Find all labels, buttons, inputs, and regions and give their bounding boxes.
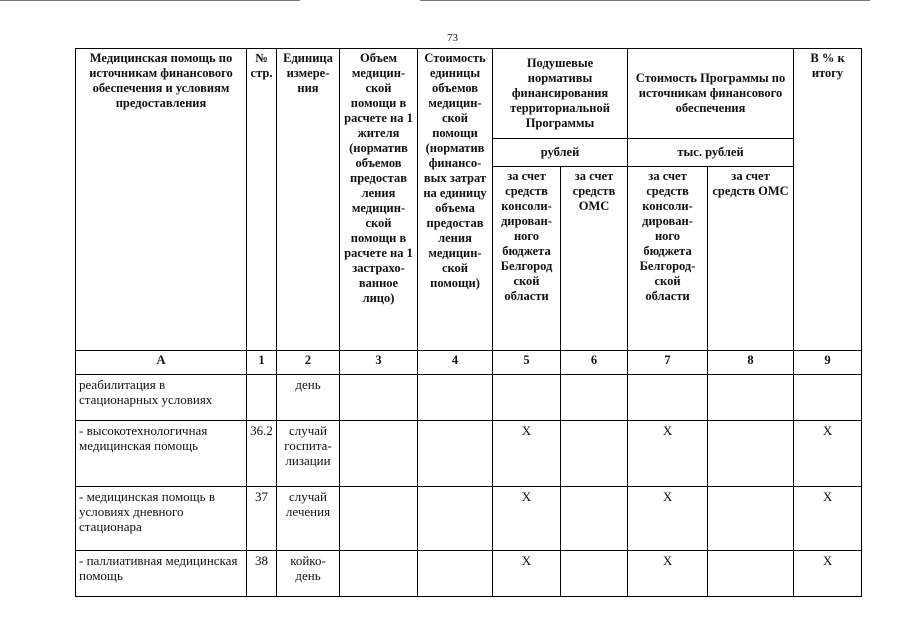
row-col9: X xyxy=(794,487,862,551)
row-col5: X xyxy=(493,421,561,487)
column-number: 2 xyxy=(277,351,340,375)
row-service-name: - высокотехнологичная медицинская помощь xyxy=(76,421,247,487)
header-percent-of-total: В % к итогу xyxy=(794,49,862,351)
row-col7: X xyxy=(628,551,708,597)
row-service-name: - медицинская помощь в условиях дневного стационара xyxy=(76,487,247,551)
header-regional-budget-7: за счет средств консоли-дирован-ного бюджета Белгород-ской области xyxy=(628,167,708,351)
row-col7: X xyxy=(628,421,708,487)
column-number: 8 xyxy=(708,351,794,375)
column-number: 9 xyxy=(794,351,862,375)
row-col7: X xyxy=(628,487,708,551)
row-number: 37 xyxy=(247,487,277,551)
row-col6 xyxy=(561,487,628,551)
row-unit: случай лечения xyxy=(277,487,340,551)
top-edge-rule-left xyxy=(0,0,300,1)
column-number-row-group xyxy=(76,351,862,375)
header-volume: Объем медицин-ской помощи в расчете на 1 жителя (норматив объемов предостав ления медицин-ской помощи в расчете на 1 застрахо-ванное лицо) xyxy=(340,49,418,351)
header-unit-thousand-rubles: тыс. рублей xyxy=(628,139,794,167)
column-number: 6 xyxy=(561,351,628,375)
column-number: 1 xyxy=(247,351,277,375)
row-col8 xyxy=(708,487,794,551)
column-number: А xyxy=(76,351,247,375)
header-oms-8: за счет средств ОМС xyxy=(708,167,794,351)
column-number: 3 xyxy=(340,351,418,375)
row-col7 xyxy=(628,375,708,421)
row-volume xyxy=(340,487,418,551)
row-unit-cost xyxy=(418,421,493,487)
column-number-row xyxy=(76,351,862,375)
row-unit-cost xyxy=(418,551,493,597)
row-service-name: - паллиативная медицинская помощь xyxy=(76,551,247,597)
row-number xyxy=(247,375,277,421)
program-cost-table xyxy=(75,48,862,597)
row-unit: день xyxy=(277,375,340,421)
table-body xyxy=(76,375,862,597)
row-col9: X xyxy=(794,421,862,487)
header-oms-6: за счет средств ОМС xyxy=(561,167,628,351)
table-row xyxy=(76,487,862,551)
row-col6 xyxy=(561,421,628,487)
row-unit-cost xyxy=(418,375,493,421)
row-volume xyxy=(340,375,418,421)
header-per-capita: Подушевые нормативы финансирования территориальной Программы xyxy=(493,49,628,139)
header-unit: Единица измере-ния xyxy=(277,49,340,351)
table-header xyxy=(76,49,862,351)
row-col8 xyxy=(708,421,794,487)
row-col8 xyxy=(708,551,794,597)
header-unit-rubles: рублей xyxy=(493,139,628,167)
row-col5 xyxy=(493,375,561,421)
header-program-cost: Стоимость Программы по источникам финансового обеспечения xyxy=(628,49,794,139)
column-number: 4 xyxy=(418,351,493,375)
column-number: 5 xyxy=(493,351,561,375)
row-unit-cost xyxy=(418,487,493,551)
header-regional-budget-5: за счет средств консоли-дирован-ного бюджета Белгород ской области xyxy=(493,167,561,351)
row-col9 xyxy=(794,375,862,421)
row-volume xyxy=(340,421,418,487)
page-number: 73 xyxy=(447,32,458,44)
row-col6 xyxy=(561,551,628,597)
top-edge-rule-right xyxy=(420,0,870,1)
row-col8 xyxy=(708,375,794,421)
header-row-number: № стр. xyxy=(247,49,277,351)
table-row xyxy=(76,551,862,597)
row-col5: X xyxy=(493,487,561,551)
header-service-name: Медицинская помощь по источникам финансового обеспечения и условиям предоставления xyxy=(76,49,247,351)
header-unit-cost: Стоимость единицы объемов медицин-ской помощи (норматив финансо-вых затрат на единицу объема предостав ления медицин-ской помощи) xyxy=(418,49,493,351)
row-col9: X xyxy=(794,551,862,597)
row-number: 38 xyxy=(247,551,277,597)
row-volume xyxy=(340,551,418,597)
table-row xyxy=(76,421,862,487)
row-col6 xyxy=(561,375,628,421)
row-number: 36.2 xyxy=(247,421,277,487)
row-unit: койко-день xyxy=(277,551,340,597)
row-service-name: реабилитация в стационарных условиях xyxy=(76,375,247,421)
row-col5: X xyxy=(493,551,561,597)
column-number: 7 xyxy=(628,351,708,375)
row-unit: случай госпита-лизации xyxy=(277,421,340,487)
table-row xyxy=(76,375,862,421)
